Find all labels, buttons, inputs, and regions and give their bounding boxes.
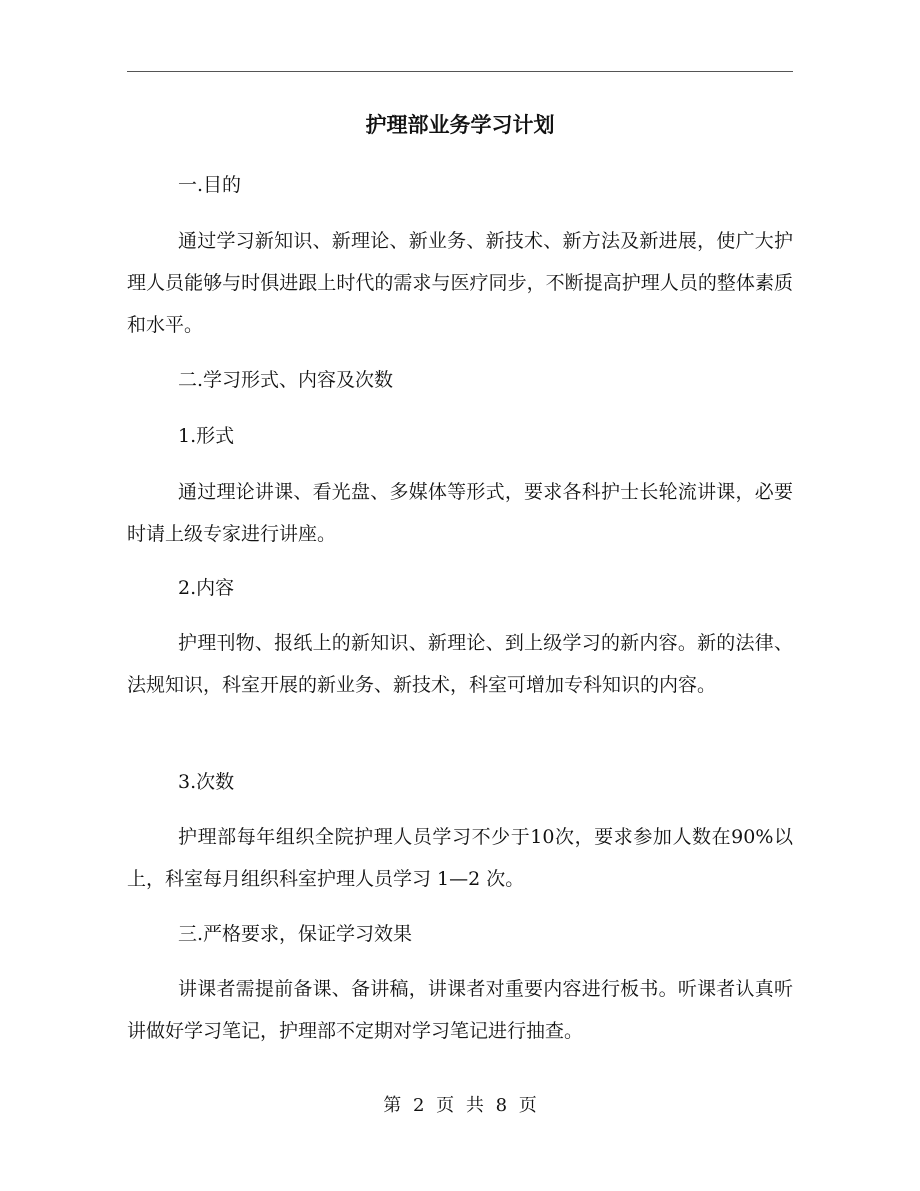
subheading-content: 2.内容 bbox=[178, 577, 235, 599]
section-heading-purpose: 一.目的 bbox=[178, 174, 242, 196]
paragraph-frequency: 护理部每年组织全院护理人员学习不少于10次，要求参加人数在90%以上，科室每月组织科室护理人员学习 1—2 次。 bbox=[127, 826, 793, 890]
page-number-footer: 第 2 页 共 8 页 bbox=[383, 1095, 537, 1116]
paragraph-purpose: 通过学习新知识、新理论、新业务、新技术、新方法及新进展，使广大护理人员能够与时俱进跟上时代的需求与医疗同步，不断提高护理人员的整体素质和水平。 bbox=[127, 230, 793, 336]
paragraph-form: 通过理论讲课、看光盘、多媒体等形式，要求各科护士长轮流讲课，必要时请上级专家进行讲座。 bbox=[127, 481, 793, 545]
document-title: 护理部业务学习计划 bbox=[365, 112, 555, 137]
section-heading-requirements: 三.严格要求，保证学习效果 bbox=[178, 923, 413, 945]
header-rule bbox=[127, 71, 793, 72]
subheading-frequency: 3.次数 bbox=[178, 771, 235, 793]
subheading-form: 1.形式 bbox=[178, 425, 235, 447]
section-heading-form-content-frequency: 二.学习形式、内容及次数 bbox=[178, 369, 394, 391]
paragraph-content: 护理刊物、报纸上的新知识、新理论、到上级学习的新内容。新的法律、法规知识，科室开展的新业务、新技术，科室可增加专科知识的内容。 bbox=[127, 632, 793, 696]
paragraph-requirements: 讲课者需提前备课、备讲稿，讲课者对重要内容进行板书。听课者认真听讲做好学习笔记，护理部不定期对学习笔记进行抽查。 bbox=[127, 978, 793, 1042]
